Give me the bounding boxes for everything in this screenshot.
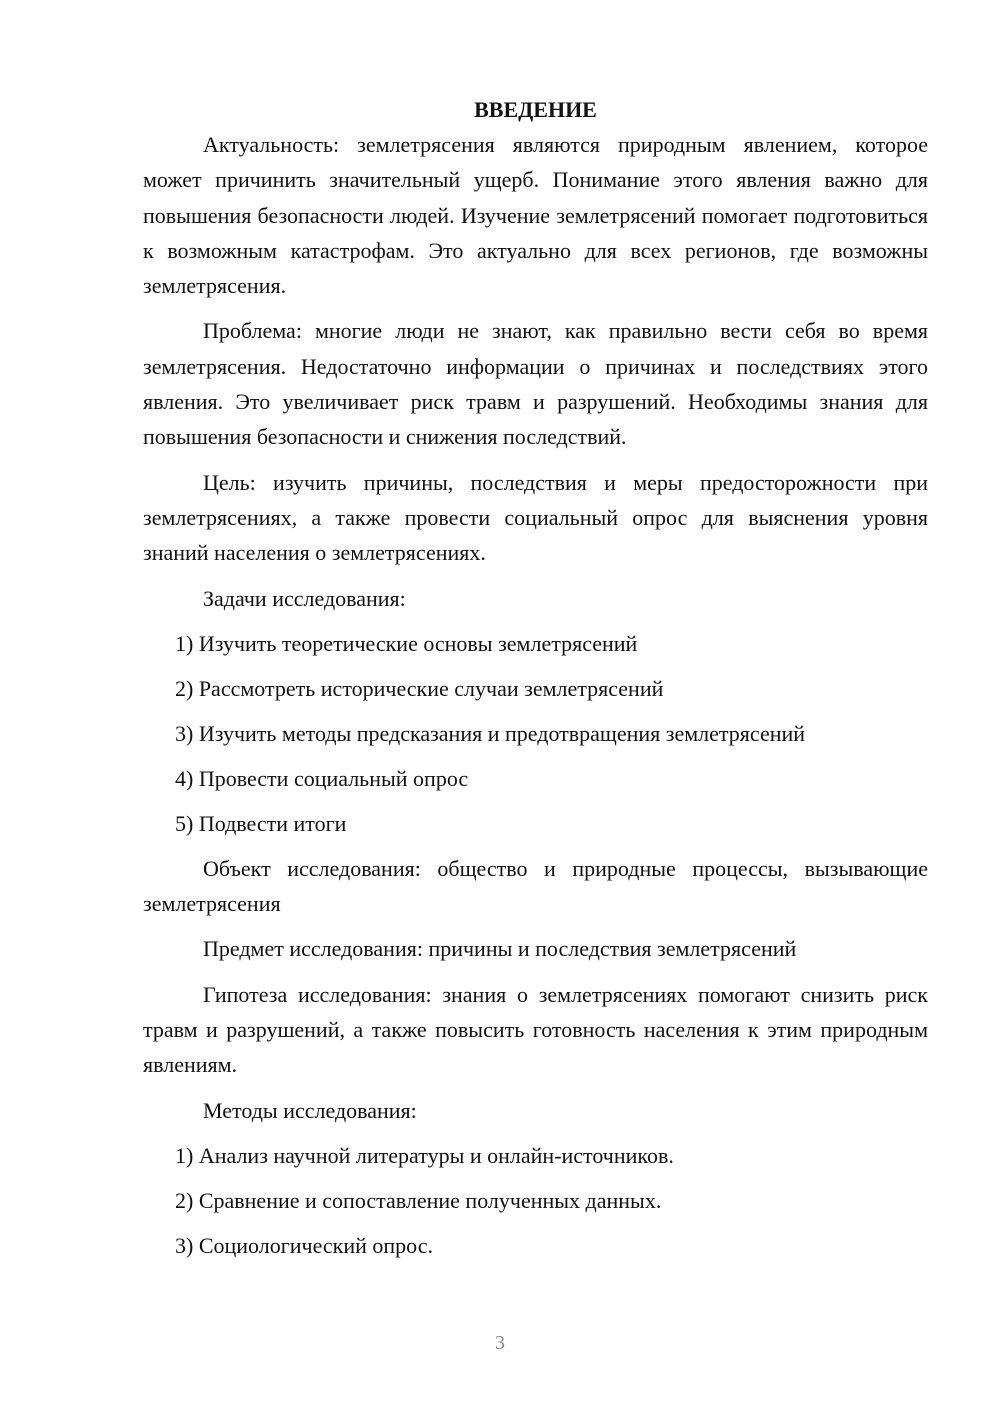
task-item: 1) Изучить теоретические основы землетрясений [175,630,638,656]
method-item: 1) Анализ научной литературы и онлайн-источников. [175,1142,674,1168]
task-item: 4) Провести социальный опрос [175,765,469,791]
method-item: 3) Социологический опрос. [175,1232,433,1258]
goal-paragraph: Цель: изучить причины, последствия и меры предосторожности при землетрясениях, а также провести социальный опрос для выяснения уровня знаний населения о землетрясениях. [143,469,928,566]
page-number: 3 [495,1332,505,1354]
subject-paragraph: Предмет исследования: причины и последствия землетрясений [203,936,797,962]
methods-heading: Методы исследования: [203,1097,417,1123]
object-paragraph: Объект исследования: общество и природные процессы, вызывающие землетрясения [143,855,928,917]
document-page [143,92,928,1273]
hypothesis-paragraph: Гипотеза исследования: знания о землетрясениях помогают снизить риск травм и разрушений, а также повысить готовность населения к этим природным явлениям. [143,981,928,1078]
relevance-paragraph: Актуальность: землетрясения являются природным явлением, которое может причинить значительный ущерб. Понимание этого явления важно для повышения безопасности людей. Изучение землетрясений помогает подготовиться к возможным катастрофам. Это актуально для всех регионов, где возможны землетрясения. [143,132,928,299]
tasks-heading: Задачи исследования: [203,585,406,611]
section-title: ВВЕДЕНИЕ [474,97,597,122]
task-item: 2) Рассмотреть исторические случаи землетрясений [175,675,664,701]
problem-paragraph: Проблема: многие люди не знают, как правильно вести себя во время землетрясения. Недостаточно информации о причинах и последствиях этого явления. Это увеличивает риск травм и разрушений. Необходимы знания для повышения безопасности и снижения последствий. [143,318,928,450]
task-item: 5) Подвести итоги [175,810,347,836]
method-item: 2) Сравнение и сопоставление полученных данных. [175,1187,662,1213]
task-item: 3) Изучить методы предсказания и предотвращения землетрясений [175,720,806,746]
